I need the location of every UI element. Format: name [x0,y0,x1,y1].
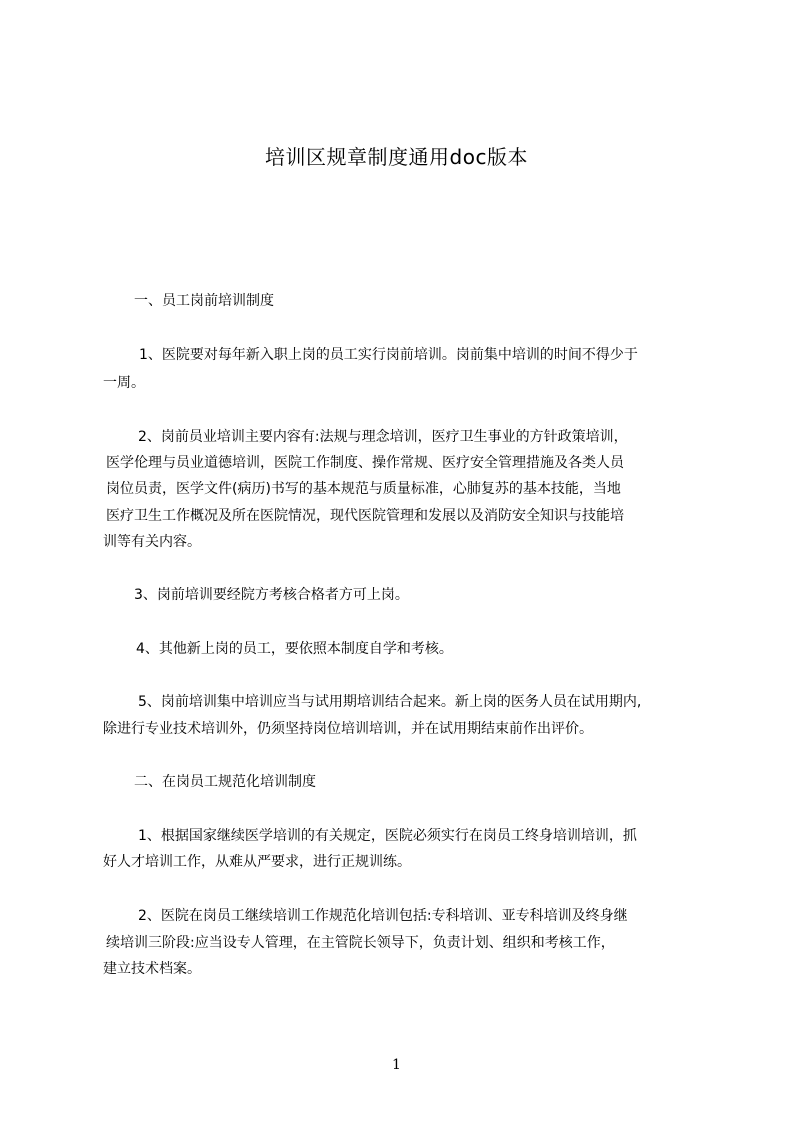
paragraph-line: 2、医院在岗员工继续培训工作规范化培训包括:专科培训、亚专科培训及终身继 [138,908,628,924]
section-heading: 一、员工岗前培训制度 [134,293,274,309]
paragraph-line: 2、岗前员业培训主要内容有:法规与理念培训，医疗卫生事业的方针政策培训， [138,429,628,445]
paragraph-line: 好人才培训工作，从难从严要求，进行正规训练。 [103,854,411,870]
paragraph-line: 4、其他新上岗的员工，要依照本制度自学和考核。 [136,641,453,657]
page-number: 1 [392,1057,401,1073]
paragraph-line: 岗位员责，医学文件(病历)书写的基本规范与质量标准，心肺复苏的基本技能，当地 [106,481,621,497]
paragraph-line: 除进行专业技术培训外，仍须坚持岗位培训培训，并在试用期结束前作出评价。 [103,721,593,737]
paragraph-line: 续培训三阶段:应当设专人管理，在主管院长领导下，负责计划、组织和考核工作， [106,935,615,951]
paragraph-line: 5、岗前培训集中培训应当与试用期培训结合起来。新上岗的医务人员在试用期内, [138,694,642,710]
paragraph-line: 训等有关内容。 [103,534,201,550]
paragraph-line: 医学伦理与员业道德培训，医院工作制度、操作常规、医疗安全管理措施及各类人员 [106,455,624,471]
paragraph-line: 3、岗前培训要经院方考核合格者方可上岗。 [134,587,409,603]
paragraph-line: 医疗卫生工作概况及所在医院情况，现代医院管理和发展以及消防安全知识与技能培 [106,508,624,524]
paragraph-line: 1、根据国家继续医学培训的有关规定，医院必须实行在岗员工终身培训培训，抓 [138,828,637,844]
document-title: 培训区规章制度通用doc版本 [265,145,528,169]
paragraph-line: 建立技术档案。 [103,961,201,977]
section-heading: 二、在岗员工规范化培训制度 [134,774,316,790]
paragraph-line: 一周。 [103,375,145,391]
paragraph-line: 1、医院要对每年新入职上岗的员工实行岗前培训。岗前集中培训的时间不得少于 [139,347,638,363]
